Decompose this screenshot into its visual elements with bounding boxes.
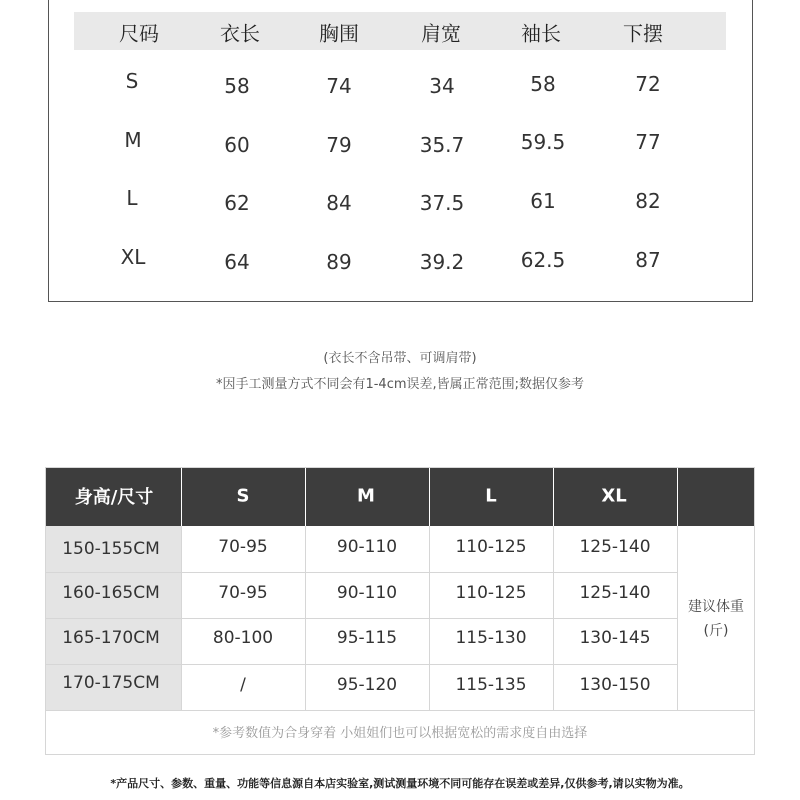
weight-cell: 95-115 [336, 628, 398, 648]
row-divider [46, 618, 677, 619]
weight-cell: 95-120 [336, 675, 398, 695]
size-cell: 58 [224, 74, 250, 98]
weight-table [45, 467, 755, 755]
row-divider [46, 572, 677, 573]
suggested-weight-title: 建议体重 [688, 599, 744, 615]
size-cell: 82 [635, 189, 661, 213]
weight-header-cell: XL [601, 485, 627, 507]
height-range: 150-155CM [62, 539, 160, 559]
height-range: 165-170CM [62, 628, 160, 648]
weight-cell: 130-145 [579, 628, 651, 648]
size-cell: 62.5 [520, 248, 566, 272]
size-header-cell: 衣长 [220, 21, 260, 46]
size-cell: 77 [635, 130, 661, 154]
weight-cell: 125-140 [579, 537, 651, 557]
height-range: 160-165CM [62, 583, 160, 603]
size-cell: 87 [635, 248, 661, 272]
weight-cell: 70-95 [218, 583, 268, 603]
size-cell: 72 [635, 72, 661, 96]
height-range: 170-175CM [62, 673, 160, 693]
note-measurement-error: *因手工测量方式不同会有1-4cm误差,皆属正常范围;数据仅参考 [215, 377, 585, 392]
size-cell: 37.5 [419, 191, 465, 215]
weight-cell: 110-125 [455, 583, 527, 603]
header-divider [429, 468, 430, 526]
size-header-cell: 肩宽 [421, 21, 461, 46]
weight-cell: 90-110 [336, 537, 398, 557]
size-cell: 39.2 [419, 250, 465, 274]
column-divider [305, 526, 306, 710]
weight-header-cell: M [357, 485, 375, 507]
size-cell: M [124, 128, 142, 152]
size-header-cell: 袖长 [521, 21, 561, 46]
size-cell: 89 [326, 250, 352, 274]
row-divider [46, 664, 677, 665]
column-divider [181, 526, 182, 710]
size-header-cell: 尺码 [119, 21, 159, 46]
size-cell: 61 [530, 189, 556, 213]
header-divider [677, 468, 678, 526]
size-cell: L [126, 186, 138, 210]
column-divider [553, 526, 554, 710]
column-divider [429, 526, 430, 710]
weight-header-cell: 身高/尺寸 [74, 487, 154, 508]
disclaimer: *产品尺寸、参数、重量、功能等信息源自本店实验室,测试测量环境不同可能存在误差或差异,仅供参考,请以实物为准。 [110, 777, 690, 790]
size-cell: XL [120, 245, 146, 269]
size-cell: 79 [326, 133, 352, 157]
size-cell: 59.5 [520, 130, 566, 154]
weight-cell: 115-135 [455, 675, 527, 695]
row-divider [46, 710, 754, 711]
size-cell: 34 [429, 74, 455, 98]
header-divider [305, 468, 306, 526]
weight-header-cell: S [236, 485, 250, 507]
weight-header-cell: L [485, 485, 497, 507]
weight-cell: 125-140 [579, 583, 651, 603]
note-shoulder-strap: (衣长不含吊带、可调肩带) [323, 351, 477, 366]
weight-cell: 110-125 [455, 537, 527, 557]
weight-table-footnote: *参考数值为合身穿着 小姐姐们也可以根据宽松的需求度自由选择 [212, 726, 588, 741]
size-header-cell: 下摆 [623, 21, 663, 46]
weight-cell: 90-110 [336, 583, 398, 603]
weight-cell: 115-130 [455, 628, 527, 648]
size-cell: 84 [326, 191, 352, 215]
header-divider [181, 468, 182, 526]
size-cell: S [125, 69, 139, 93]
weight-cell: / [240, 675, 246, 695]
weight-cell: 130-150 [579, 675, 651, 695]
size-header-cell: 胸围 [319, 21, 359, 46]
size-cell: 64 [224, 250, 250, 274]
weight-cell: 70-95 [218, 537, 268, 557]
size-cell: 58 [530, 72, 556, 96]
suggested-weight-unit: (斤) [703, 623, 729, 639]
header-divider [553, 468, 554, 526]
size-cell: 60 [224, 133, 250, 157]
suggested-weight-label [678, 595, 754, 643]
size-cell: 62 [224, 191, 250, 215]
size-cell: 35.7 [419, 133, 465, 157]
weight-cell: 80-100 [212, 628, 274, 648]
size-cell: 74 [326, 74, 352, 98]
